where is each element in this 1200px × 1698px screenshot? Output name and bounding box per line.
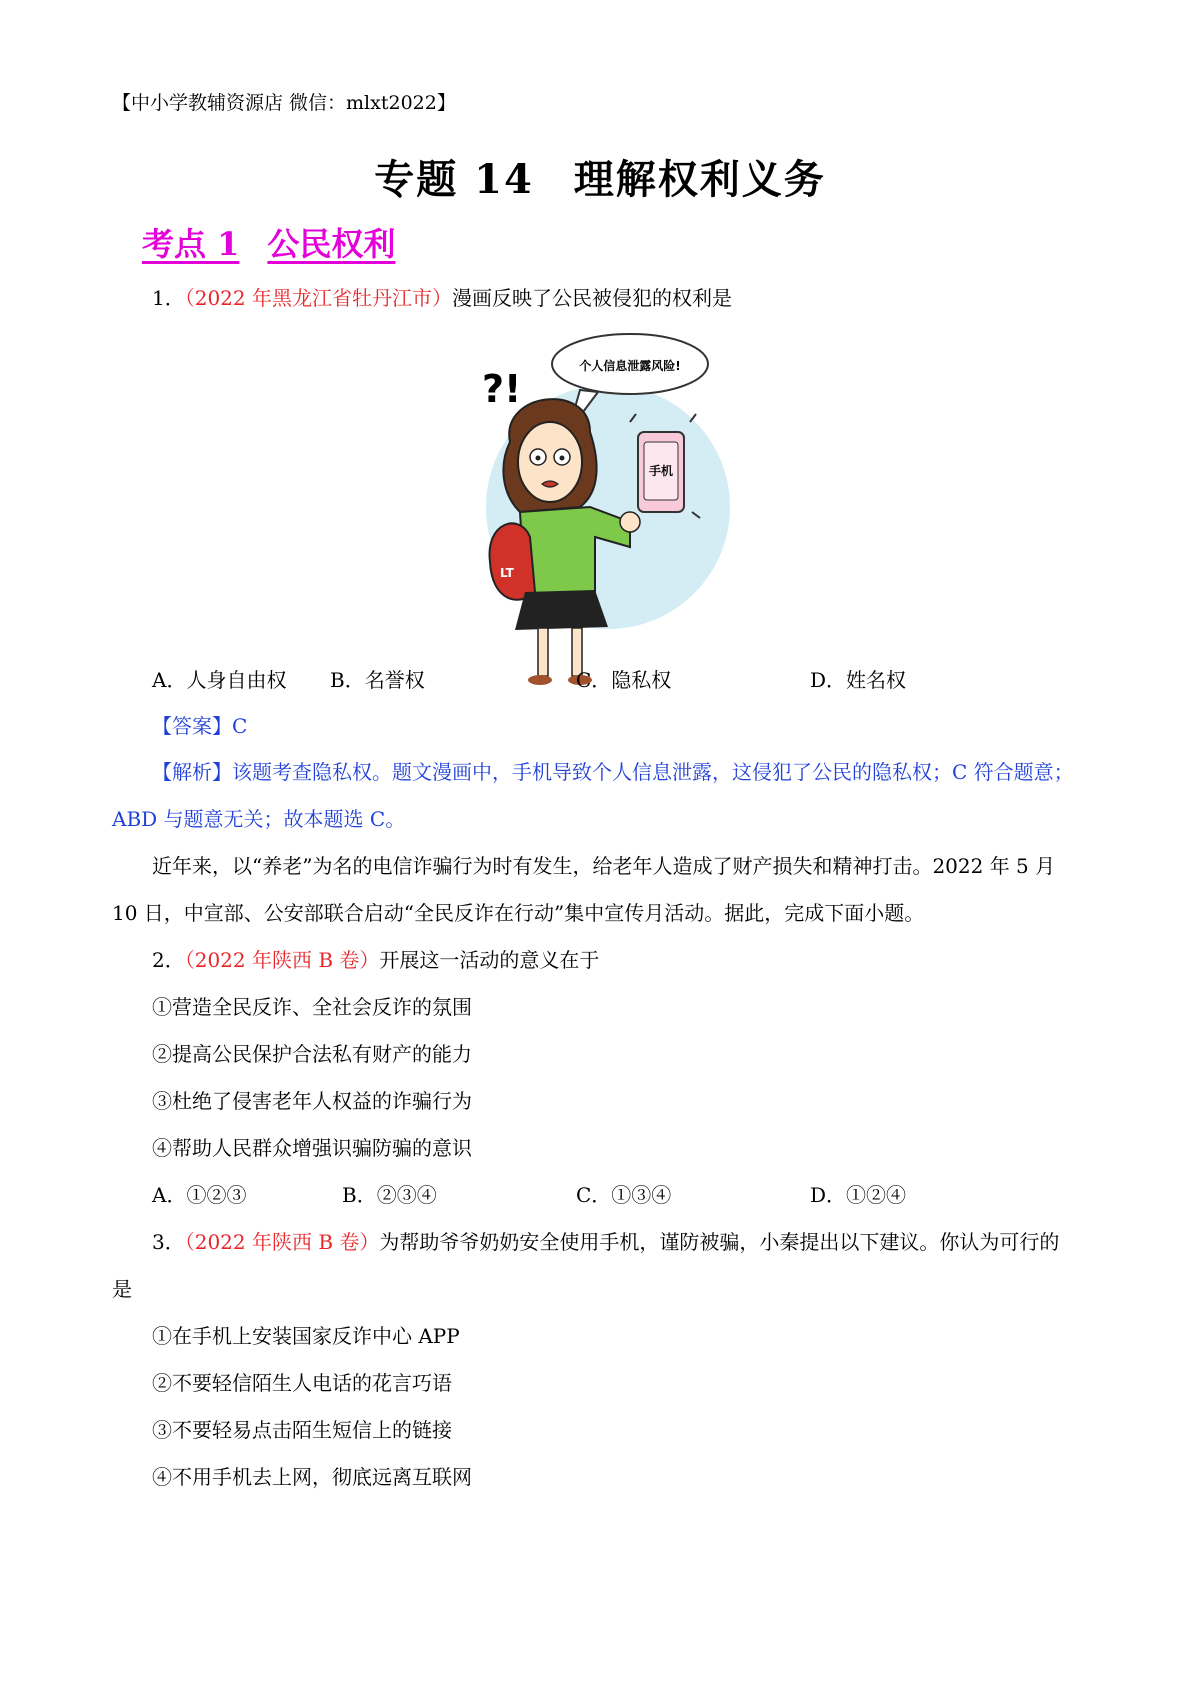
page-title [0,148,1200,205]
question-source: （2022 年陕西 B 卷） [184,1230,380,1254]
q3-item-2: ②不要轻信陌生人电话的花言巧语 [152,1371,452,1395]
material-line1: 近年来，以“养老”为名的电信诈骗行为时有发生，给老年人造成了财产损失和精神打击。2022 年 5 月 [152,854,1056,878]
question-text: 漫画反映了公民被侵犯的权利是 [452,286,732,310]
backpack-label: LT [500,566,514,580]
section-name: 公民权利 [267,225,396,263]
q1-option-d[interactable]: D．姓名权 [810,668,907,692]
question-source: （2022 年陕西 B 卷） [184,948,380,972]
q1-answer [152,710,247,739]
question-3-stem-cont: 是 [112,1277,132,1301]
q2-item-4: ④帮助人民群众增强识骗防骗的意识 [152,1136,472,1160]
question-number: 3． [152,1230,185,1254]
source-header: 【中小学教辅资源店 微信：mlxt2022】 [112,92,456,114]
q2-option-b[interactable]: B．②③④ [342,1183,437,1207]
question-1-stem [152,282,732,311]
bubble-text: 个人信息泄露风险! [579,359,681,373]
backpack [490,523,535,599]
section-heading [142,219,395,265]
q1-option-a[interactable]: A．人身自由权 [152,668,287,692]
q1-analysis-line2: ABD 与题意无关；故本题选 C。 [112,807,406,831]
title-left: 专题 14 [374,156,534,203]
skirt [515,590,608,630]
phone-label: 手机 [648,464,674,478]
question-3-stem [152,1226,1059,1255]
q1-analysis-line1 [152,756,1074,785]
q2-item-1: ①营造全民反诈、全社会反诈的氛围 [152,995,472,1019]
question-number: 1． [152,286,185,310]
q2-item-2: ②提高公民保护合法私有财产的能力 [152,1042,472,1066]
q3-item-1: ①在手机上安装国家反诈中心 APP [152,1324,460,1348]
material-line2: 10 日，中宣部、公安部联合启动“全民反诈在行动”集中宣传月活动。据此，完成下面小题。 [112,901,925,925]
q1-option-b[interactable]: B．名誉权 [330,668,425,692]
face [518,422,582,502]
section-number: 考点 1 [142,225,240,263]
q3-item-3: ③不要轻易点击陌生短信上的链接 [152,1418,452,1442]
question-source: （2022 年黑龙江省牡丹江市） [184,286,452,310]
analysis-text: 该题考查隐私权。题文漫画中，手机导致个人信息泄露，这侵犯了公民的隐私权；C 符合题意； [232,760,1074,784]
q2-option-c[interactable]: C．①③④ [576,1183,672,1207]
question-text: 开展这一活动的意义在于 [379,948,600,972]
question-text: 为帮助爷爷奶奶安全使用手机，谨防被骗，小秦提出以下建议。你认为可行的 [379,1230,1060,1254]
cartoon-illustration [480,322,730,694]
answer-tag: 【答案】 [152,714,232,738]
analysis-tag: 【解析】 [152,760,232,784]
q2-item-3: ③杜绝了侵害老年人权益的诈骗行为 [152,1089,472,1113]
q1-option-c[interactable]: C．隐私权 [576,668,672,692]
surprise-marks: ?! [482,367,522,411]
title-right: 理解权利义务 [573,156,826,203]
q3-item-4: ④不用手机去上网，彻底远离互联网 [152,1465,472,1489]
answer-value: C [232,714,248,738]
question-2-stem [152,944,599,973]
q2-option-a[interactable]: A．①②③ [152,1183,247,1207]
q2-option-d[interactable]: D．①②④ [810,1183,907,1207]
question-number: 2． [152,948,185,972]
